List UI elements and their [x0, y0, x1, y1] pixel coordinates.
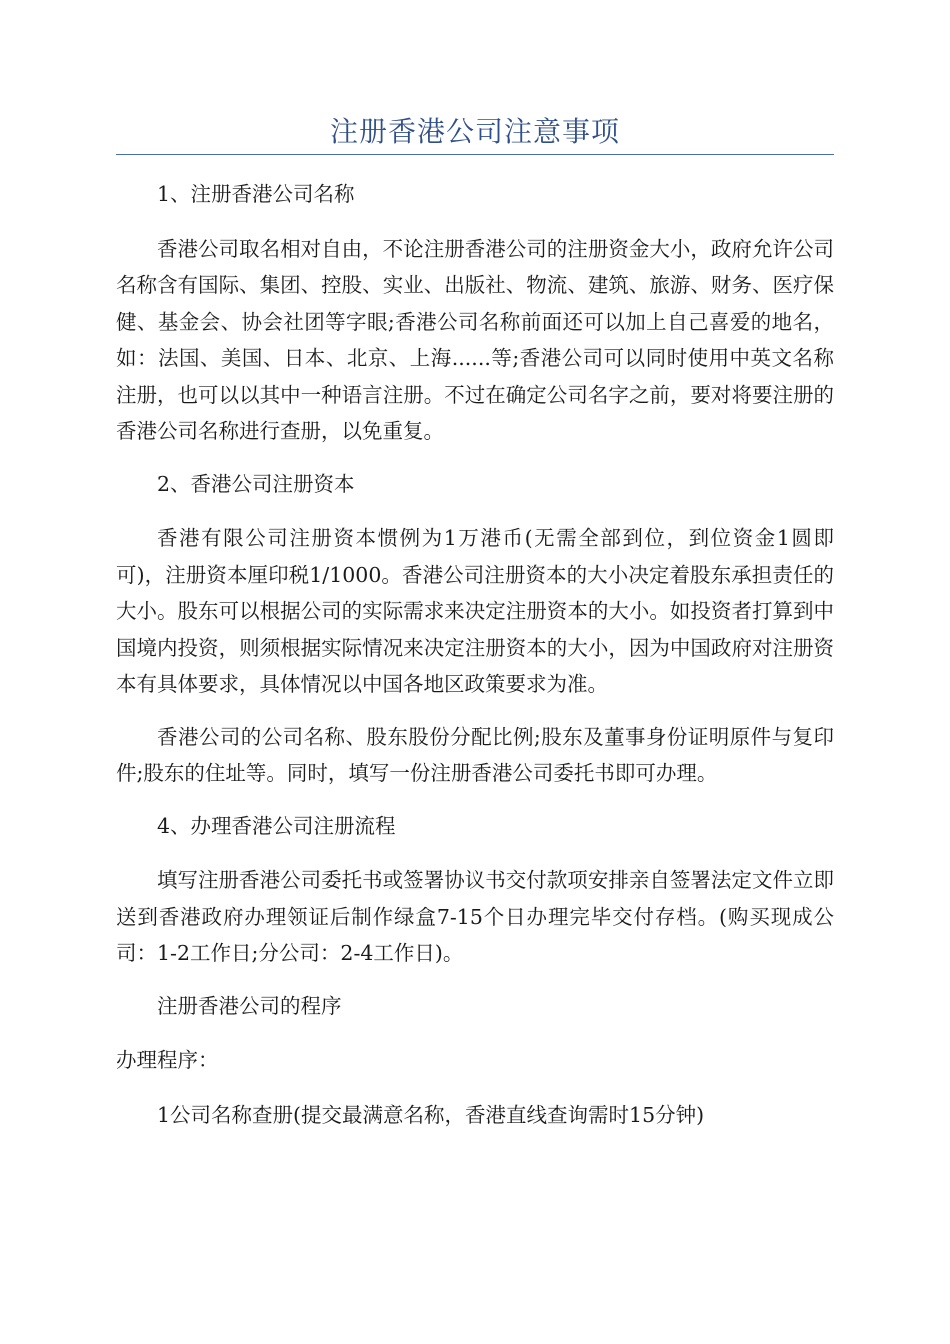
paragraph-company-name: 香港公司取名相对自由，不论注册香港公司的注册资金大小，政府允许公司名称含有国际、集团、控股、实业、出版社、物流、建筑、旅游、财务、医疗保健、基金会、协会社团等字眼;香港公司名称前面还可以加上自己喜爱的地名，如：法国、美国、日本、北京、上海......等;香港公司可以同时使用中英文名称注册，也可以以其中一种语言注册。不过在确定公司名字之前，要对将要注册的香港公司名称进行查册，以免重复。 — [116, 236, 834, 443]
section-heading-registration-process: 4、办理香港公司注册流程 — [157, 813, 396, 838]
document-title: 注册香港公司注意事项 — [329, 115, 620, 148]
document-body — [116, 176, 834, 1151]
title-underline — [116, 154, 834, 155]
section-heading-procedure: 注册香港公司的程序 — [157, 993, 342, 1018]
section-heading-company-name: 1、注册香港公司名称 — [157, 182, 355, 206]
section-heading-registered-capital: 2、香港公司注册资本 — [157, 471, 355, 496]
paragraph-registration-process: 填写注册香港公司委托书或签署协议书交付款项安排亲自签署法定文件立即送到香港政府办理领证后制作绿盒7-15个日办理完毕交付存档。(购买现成公司：1-2工作日;分公司：2-4工作日)。 — [116, 868, 834, 965]
procedure-step-1: 1公司名称查册(提交最满意名称，香港直线查询需时15分钟) — [157, 1102, 705, 1127]
label-procedure: 办理程序： — [116, 1048, 219, 1072]
paragraph-required-documents: 香港公司的公司名称、股东股份分配比例;股东及董事身份证明原件与复印件;股东的住址等。同时，填写一份注册香港公司委托书即可办理。 — [116, 724, 834, 785]
paragraph-registered-capital: 香港有限公司注册资本惯例为1万港币(无需全部到位，到位资金1圆即可)，注册资本厘印税1/1000。香港公司注册资本的大小决定着股东承担责任的大小。股东可以根据公司的实际需求来决定注册资本的大小。如投资者打算到中国境内投资，则须根据实际情况来决定注册资本的大小，因为中国政府对注册资本有具体要求，具体情况以中国各地区政策要求为准。 — [116, 526, 834, 696]
